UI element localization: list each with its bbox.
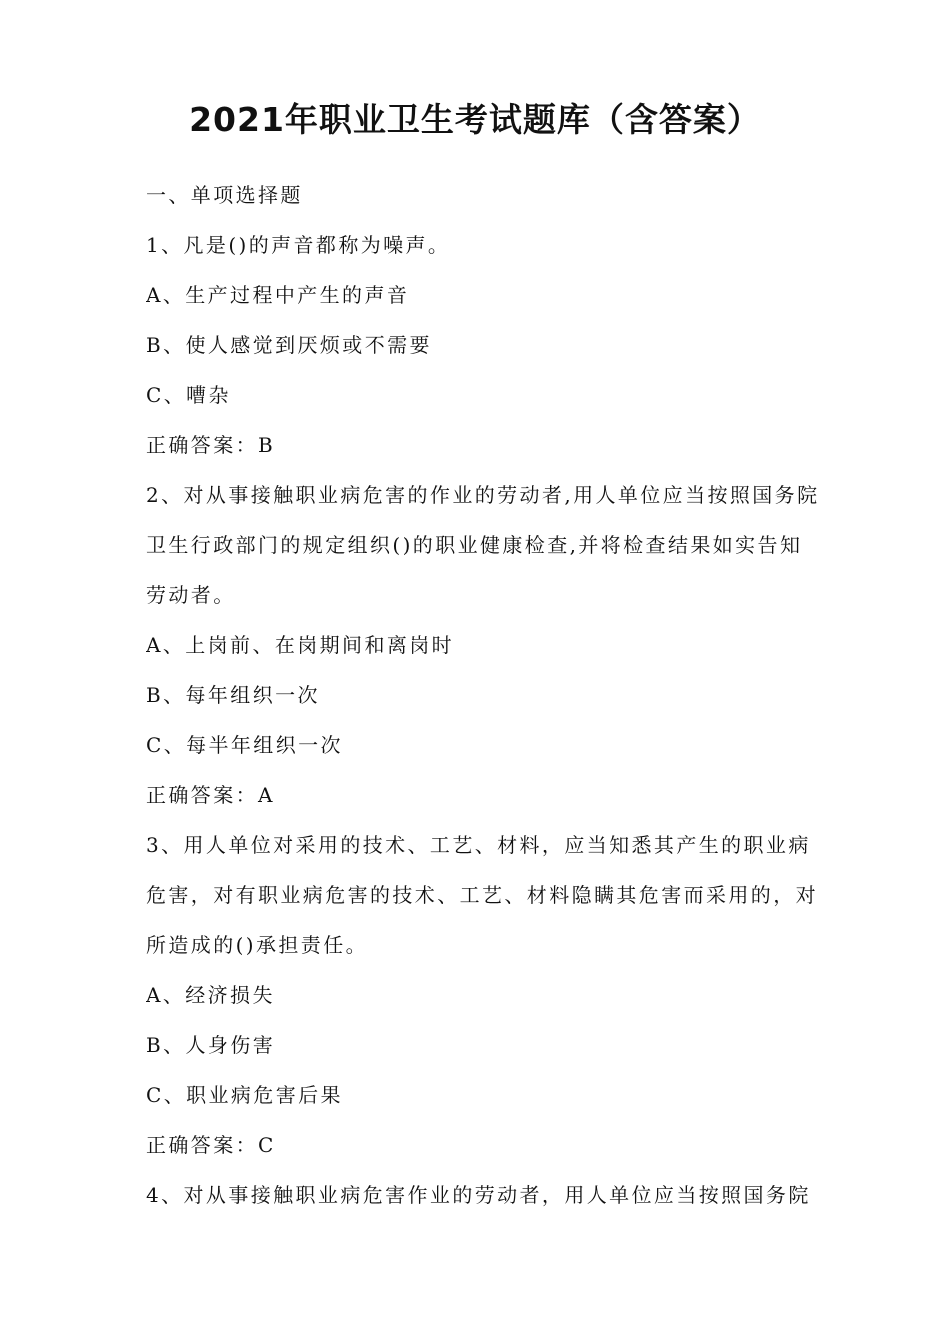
- section-heading: 一、单项选择题: [146, 183, 303, 207]
- question-2-text-line-1: 2、对从事接触职业病危害的作业的劳动者,用人单位应当按照国务院: [146, 483, 820, 507]
- document-body: [146, 170, 836, 1220]
- question-3-option-c: C、职业病危害后果: [146, 1083, 343, 1107]
- question-3-option-b: B、人身伤害: [146, 1033, 276, 1057]
- question-1-option-c: C、嘈杂: [146, 383, 231, 407]
- question-1-option-a: A、生产过程中产生的声音: [146, 283, 410, 307]
- question-4-text-line-1: 4、对从事接触职业病危害作业的劳动者，用人单位应当按照国务院: [146, 1183, 811, 1207]
- question-1-text: 1、凡是()的声音都称为噪声。: [146, 233, 451, 257]
- question-1-answer: 正确答案：B: [146, 433, 276, 457]
- question-2-option-c: C、每半年组织一次: [146, 733, 343, 757]
- question-3-text-line-1: 3、用人单位对采用的技术、工艺、材料，应当知悉其产生的职业病: [146, 833, 811, 857]
- question-1-option-b: B、使人感觉到厌烦或不需要: [146, 333, 432, 357]
- question-3-answer: 正确答案：C: [146, 1133, 276, 1157]
- question-2-text-line-3: 劳动者。: [146, 583, 236, 607]
- question-2-option-a: A、上岗前、在岗期间和离岗时: [146, 633, 455, 657]
- document-title: 2021年职业卫生考试题库（含答案）: [189, 100, 761, 139]
- question-3-text-line-3: 所造成的()承担责任。: [146, 933, 369, 957]
- question-3-text-line-2: 危害，对有职业病危害的技术、工艺、材料隐瞒其危害而采用的，对: [146, 883, 818, 907]
- question-3-option-a: A、经济损失: [146, 983, 275, 1007]
- question-2-text-line-2: 卫生行政部门的规定组织()的职业健康检查,并将检查结果如实告知: [146, 533, 803, 557]
- question-2-answer: 正确答案：A: [146, 783, 275, 807]
- question-2-option-b: B、每年组织一次: [146, 683, 320, 707]
